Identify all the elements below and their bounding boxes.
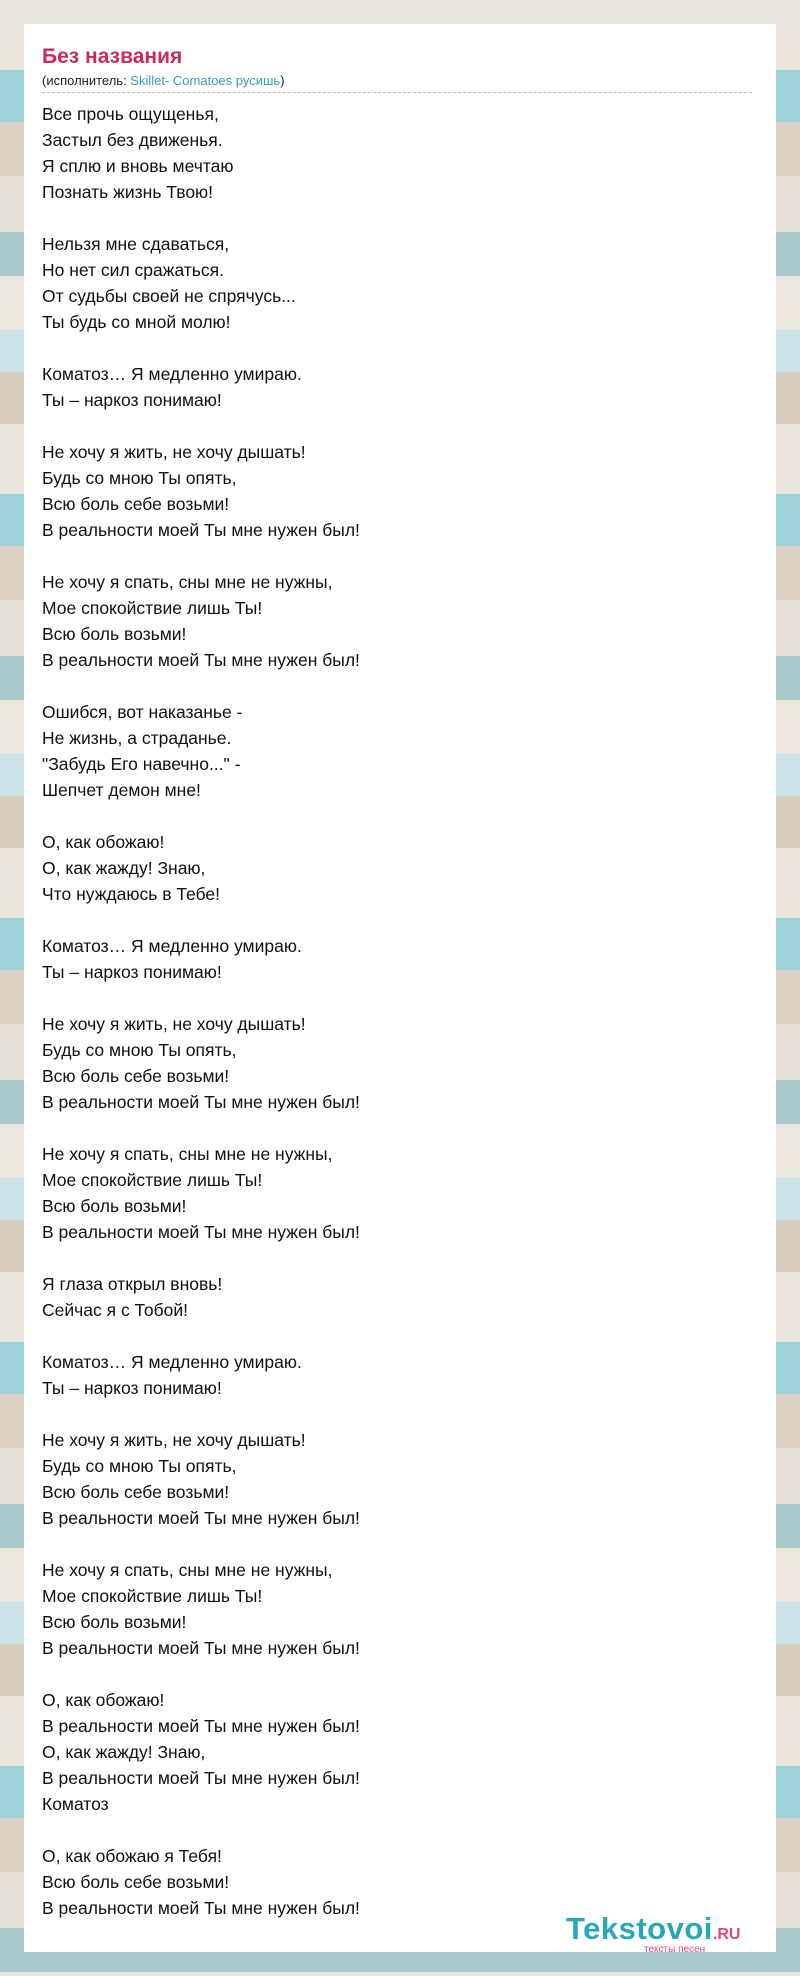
lyric-line: Ты – наркоз понимаю! bbox=[42, 962, 222, 982]
lyric-line: Всю боль себе возьми! bbox=[42, 1482, 230, 1502]
lyric-line: Всю боль себе возьми! bbox=[42, 494, 230, 514]
lyrics-stanza bbox=[42, 1271, 758, 1323]
lyric-line: Не хочу я спать, сны мне не нужны, bbox=[42, 572, 333, 592]
lyrics-body bbox=[42, 101, 758, 1921]
lyric-line: Застыл без движенья. bbox=[42, 130, 223, 150]
lyric-line: В реальности моей Ты мне нужен был! bbox=[42, 1638, 360, 1658]
lyric-line: Мое спокойствие лишь Ты! bbox=[42, 1170, 263, 1190]
lyric-line: Ты будь со мной молю! bbox=[42, 312, 231, 332]
lyric-line: От судьбы своей не спрячусь... bbox=[42, 286, 296, 306]
lyric-line: В реальности моей Ты мне нужен был! bbox=[42, 1898, 360, 1918]
lyric-line: Не хочу я спать, сны мне не нужны, bbox=[42, 1560, 333, 1580]
lyric-line: Я глаза открыл вновь! bbox=[42, 1274, 223, 1294]
lyric-line: Мое спокойствие лишь Ты! bbox=[42, 1586, 263, 1606]
lyric-line: Ты – наркоз понимаю! bbox=[42, 1378, 222, 1398]
lyric-line: В реальности моей Ты мне нужен был! bbox=[42, 1716, 360, 1736]
lyric-line: Всю боль возьми! bbox=[42, 1612, 187, 1632]
lyrics-stanza bbox=[42, 1141, 758, 1245]
lyric-line: Всю боль возьми! bbox=[42, 624, 187, 644]
lyrics-stanza bbox=[42, 1011, 758, 1115]
lyric-line: Я сплю и вновь мечтаю bbox=[42, 156, 234, 176]
lyric-line: Будь со мною Ты опять, bbox=[42, 1040, 237, 1060]
performer-suffix: ) bbox=[280, 73, 285, 88]
title-divider bbox=[42, 92, 752, 93]
lyric-line: В реальности моей Ты мне нужен был! bbox=[42, 1508, 360, 1528]
lyrics-stanza bbox=[42, 829, 758, 907]
artist-link[interactable]: Skillet- Comatoes русишь bbox=[130, 73, 281, 88]
lyric-line: Всю боль себе возьми! bbox=[42, 1066, 230, 1086]
lyrics-stanza bbox=[42, 1557, 758, 1661]
lyrics-stanza bbox=[42, 1843, 758, 1921]
lyrics-stanza bbox=[42, 1349, 758, 1401]
lyric-line: Сейчас я с Тобой! bbox=[42, 1300, 189, 1320]
lyric-line: Ошибся, вот наказанье - bbox=[42, 702, 243, 722]
lyric-line: Не хочу я жить, не хочу дышать! bbox=[42, 1014, 306, 1034]
lyrics-stanza bbox=[42, 1687, 758, 1817]
lyric-line: Будь со мною Ты опять, bbox=[42, 468, 237, 488]
lyric-line: Будь со мною Ты опять, bbox=[42, 1456, 237, 1476]
lyrics-stanza bbox=[42, 231, 758, 335]
lyric-line: Коматоз… Я медленно умираю. bbox=[42, 1352, 302, 1372]
lyric-line: Не хочу я спать, сны мне не нужны, bbox=[42, 1144, 333, 1164]
lyric-line: В реальности моей Ты мне нужен был! bbox=[42, 520, 360, 540]
lyric-line: О, как жажду! Знаю, bbox=[42, 1742, 206, 1762]
song-title: Без названия bbox=[42, 45, 183, 68]
logo-tagline: тексты песен bbox=[644, 1944, 706, 1955]
performer-prefix: (исполнитель: bbox=[42, 73, 131, 88]
lyrics-stanza bbox=[42, 1427, 758, 1531]
lyric-line: О, как обожаю! bbox=[42, 832, 165, 852]
logo-main-text: Tekstovoi bbox=[566, 1911, 713, 1946]
lyrics-stanza bbox=[42, 439, 758, 543]
lyric-line: В реальности моей Ты мне нужен был! bbox=[42, 1092, 360, 1112]
lyric-line: Всю боль возьми! bbox=[42, 1196, 187, 1216]
lyrics-stanza bbox=[42, 699, 758, 803]
lyric-line: Мое спокойствие лишь Ты! bbox=[42, 598, 263, 618]
lyrics-card bbox=[24, 24, 776, 1952]
lyric-line: В реальности моей Ты мне нужен был! bbox=[42, 1768, 360, 1788]
logo-suffix-text: .RU bbox=[712, 1926, 741, 1943]
lyric-line: Коматоз bbox=[42, 1794, 109, 1814]
lyric-line: Все прочь ощущенья, bbox=[42, 104, 219, 124]
lyric-line: Коматоз… Я медленно умираю. bbox=[42, 364, 302, 384]
lyric-line: В реальности моей Ты мне нужен был! bbox=[42, 1222, 360, 1242]
lyric-line: "Забудь Его навечно..." - bbox=[42, 754, 241, 774]
lyrics-stanza bbox=[42, 101, 758, 205]
performer-line bbox=[42, 72, 758, 90]
lyric-line: Коматоз… Я медленно умираю. bbox=[42, 936, 302, 956]
lyric-line: Не хочу я жить, не хочу дышать! bbox=[42, 1430, 306, 1450]
lyric-line: О, как жажду! Знаю, bbox=[42, 858, 206, 878]
lyric-line: Шепчет демон мне! bbox=[42, 780, 201, 800]
lyric-line: Познать жизнь Твою! bbox=[42, 182, 214, 202]
lyric-line: Что нуждаюсь в Тебе! bbox=[42, 884, 221, 904]
lyrics-stanza bbox=[42, 361, 758, 413]
lyric-line: Нельзя мне сдаваться, bbox=[42, 234, 230, 254]
lyrics-stanza bbox=[42, 569, 758, 673]
lyric-line: Всю боль себе возьми! bbox=[42, 1872, 230, 1892]
lyric-line: О, как обожаю! bbox=[42, 1690, 165, 1710]
lyric-line: Не хочу я жить, не хочу дышать! bbox=[42, 442, 306, 462]
lyrics-stanza bbox=[42, 933, 758, 985]
lyric-line: В реальности моей Ты мне нужен был! bbox=[42, 650, 360, 670]
lyric-line: Не жизнь, а страданье. bbox=[42, 728, 232, 748]
lyric-line: Ты – наркоз понимаю! bbox=[42, 390, 222, 410]
lyric-line: О, как обожаю я Тебя! bbox=[42, 1846, 222, 1866]
site-logo[interactable] bbox=[566, 1912, 776, 1958]
lyric-line: Но нет сил сражаться. bbox=[42, 260, 225, 280]
